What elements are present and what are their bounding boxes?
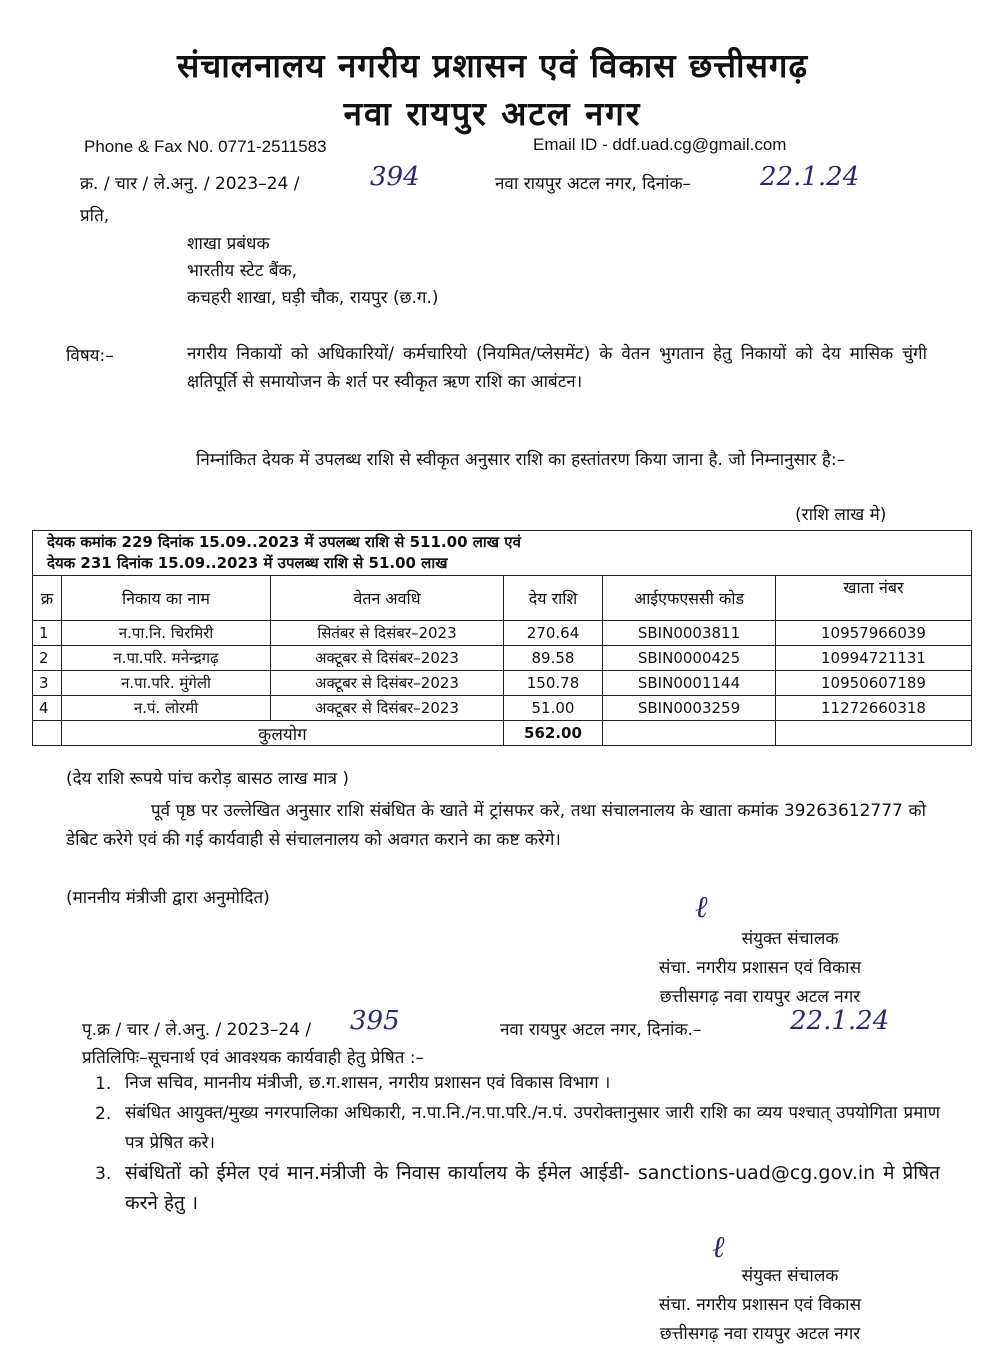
signature-block-2: [600, 1262, 920, 1349]
row-body-name: न.पं. लोरमी: [62, 696, 271, 721]
row-body-name: न.पा.नि. चिरमिरी: [62, 621, 271, 646]
signatory-title: संयुक्त संचालक: [741, 1266, 839, 1286]
total-blank-cell: [33, 721, 62, 746]
letterhead-title: संचालनालय नगरीय प्रशासन एवं विकास छत्तीसगढ़: [176, 46, 809, 85]
row-ifsc: SBIN0003259: [603, 696, 776, 721]
row-body-name: न.पा.परि. मुंगेली: [62, 671, 271, 696]
signature-mark-1: ℓ: [695, 890, 708, 925]
signatory-office: संचा. नगरीय प्रशासन एवं विकास: [658, 1295, 862, 1315]
total-blank-account: [776, 721, 972, 746]
copy-item-number: 2.: [95, 1104, 112, 1124]
table-caption: [33, 531, 972, 576]
signatory-title: संयुक्त संचालक: [741, 929, 839, 949]
row-account-number: 10994721131: [776, 646, 972, 671]
header-sno: क्र: [33, 576, 62, 621]
row-salary-period: सितंबर से दिसंबर–2023: [271, 621, 504, 646]
signatory-office: संचा. नगरीय प्रशासन एवं विकास: [658, 958, 862, 978]
signature-block-1: [600, 925, 920, 1012]
phone-fax: Phone & Fax N0. 0771-2511583: [84, 137, 327, 156]
row-account-number: 10950607189: [776, 671, 972, 696]
copy-heading: प्रतिलिपिः–सूचनार्थ एवं आवश्यक कार्यवाही हेतु प्रेषित :–: [82, 1048, 425, 1068]
signature-mark-2: ℓ: [712, 1230, 725, 1265]
row-sno: 2: [33, 646, 62, 671]
copy-item-number: 1.: [95, 1074, 112, 1094]
table-total-row: [33, 721, 972, 746]
signatory-location: छत्तीसगढ़ नवा रायपुर अटल नगर: [659, 987, 861, 1007]
subject-label: विषय:–: [66, 346, 114, 366]
row-amount: 51.00: [504, 696, 603, 721]
header-amount: देय राशि: [504, 576, 603, 621]
handwritten-copy-reference-number: 395: [350, 1006, 400, 1036]
row-account-number: 10957966039: [776, 621, 972, 646]
table-row: [33, 646, 972, 671]
total-amount: 562.00: [504, 721, 603, 746]
row-body-name: न.पा.परि. मनेन्द्रगढ़: [62, 646, 271, 671]
amount-in-words: (देय राशि रूपये पांच करोड़ बासठ लाख मात्र ): [66, 769, 350, 789]
table-row: [33, 696, 972, 721]
body-paragraph-1: निम्नांकित देयक में उपलब्ध राशि से स्वीकृत अनुसार राशि का हस्तांतरण किया जाना है. जो निम्नानुसार है:–: [196, 450, 846, 470]
header-body-name: निकाय का नाम: [62, 576, 271, 621]
copy-item-number: 3.: [95, 1164, 112, 1184]
table-row: [33, 671, 972, 696]
recipient-designation: शाखा प्रबंधक: [187, 234, 270, 254]
row-amount: 150.78: [504, 671, 603, 696]
recipient-branch: कचहरी शाखा, घड़ी चौक, रायपुर (छ.ग.): [187, 288, 439, 308]
table-row: [33, 621, 972, 646]
to-label: प्रति,: [80, 206, 110, 226]
email-id: Email ID - ddf.uad.cg@gmail.com: [533, 135, 787, 154]
row-ifsc: SBIN0000425: [603, 646, 776, 671]
row-amount: 89.58: [504, 646, 603, 671]
table-caption-row: [33, 531, 972, 576]
row-salary-period: अक्टूबर से दिसंबर–2023: [271, 671, 504, 696]
handwritten-copy-date: 22.1.24: [790, 1006, 890, 1036]
table-caption-line-1: देयक कमांक 229 दिनांक 15.09..2023 में उपलब्ध राशि से 511.00 लाख एवं: [47, 533, 521, 551]
row-amount: 270.64: [504, 621, 603, 646]
copy-item: संबंधितों को ईमेल एवं मान.मंत्रीजी के निवास कार्यालय के ईमेल आईडी- sanctions-uad@cg.gov.in मे प्रेषित करने हेतु ।: [125, 1162, 940, 1214]
recipient-bank: भारतीय स्टेट बैंक,: [187, 261, 297, 281]
row-account-number: 11272660318: [776, 696, 972, 721]
allocation-table: [32, 530, 972, 746]
header-ifsc: आईएफएससी कोड: [603, 576, 776, 621]
row-sno: 3: [33, 671, 62, 696]
amount-unit-note: (राशि लाख मे): [795, 505, 887, 525]
letterhead-subtitle: नवा रायपुर अटल नगर: [343, 94, 642, 133]
table-header-row: [33, 576, 972, 621]
total-label: कुलयोग: [62, 721, 504, 746]
subject-text: नगरीय निकायों को अधिकारियों/ कर्मचारियो (नियमित/प्लेसमेंट) के वेतन भुगतान हेतु निकायों को देय मासिक चुंगी क्षतिपूर्ति से समायोजन के शर्त पर स्वीकृत ऋण राशि का आबंटन।: [187, 344, 927, 392]
handwritten-date: 22.1.24: [760, 162, 860, 192]
header-account-number: खाता नंबर: [776, 576, 972, 621]
copy-place-date-label: नवा रायपुर अटल नगर, दिनांक.–: [500, 1020, 702, 1040]
signatory-location: छत्तीसगढ़ नवा रायपुर अटल नगर: [659, 1324, 861, 1344]
copy-item: संबंधित आयुक्त/मुख्य नगरपालिका अधिकारी, न.पा.नि./न.पा.परि./न.पं. उपरोक्तानुसार जारी राशि का व्यय पश्चात् उपयोगिता प्रमाण पत्र प्रेषित करे।: [125, 1103, 940, 1153]
row-salary-period: अक्टूबर से दिसंबर–2023: [271, 646, 504, 671]
header-salary-period: वेतन अवधि: [271, 576, 504, 621]
reference-number-prefix: क्र. / चार / ले.अनु. / 2023–24 /: [80, 174, 300, 194]
body-paragraph-2: पूर्व पृष्ठ पर उल्लेखित अनुसार राशि संबंधित के खाते में ट्रांसफर करे, तथा संचालनालय के खाता कमांक 39263612777 को डेबिट करेगे एवं की गई कार्यवाही से संचालनालय को अवगत कराने का कष्ट करेगे।: [66, 801, 926, 850]
row-ifsc: SBIN0003811: [603, 621, 776, 646]
copy-item: निज सचिव, माननीय मंत्रीजी, छ.ग.शासन, नगरीय प्रशासन एवं विकास विभाग ।: [125, 1073, 611, 1093]
approval-note: (माननीय मंत्रीजी द्वारा अनुमोदित): [66, 888, 270, 908]
row-salary-period: अक्टूबर से दिसंबर–2023: [271, 696, 504, 721]
row-sno: 1: [33, 621, 62, 646]
row-ifsc: SBIN0001144: [603, 671, 776, 696]
copy-reference-number-prefix: पृ.क्र / चार / ले.अनु. / 2023–24 /: [82, 1020, 312, 1040]
handwritten-reference-number: 394: [370, 162, 420, 192]
total-blank-ifsc: [603, 721, 776, 746]
place-date-label: नवा रायपुर अटल नगर, दिनांक–: [495, 174, 691, 194]
row-sno: 4: [33, 696, 62, 721]
table-caption-line-2: देयक 231 दिनांक 15.09..2023 में उपलब्ध राशि से 51.00 लाख: [47, 554, 448, 572]
